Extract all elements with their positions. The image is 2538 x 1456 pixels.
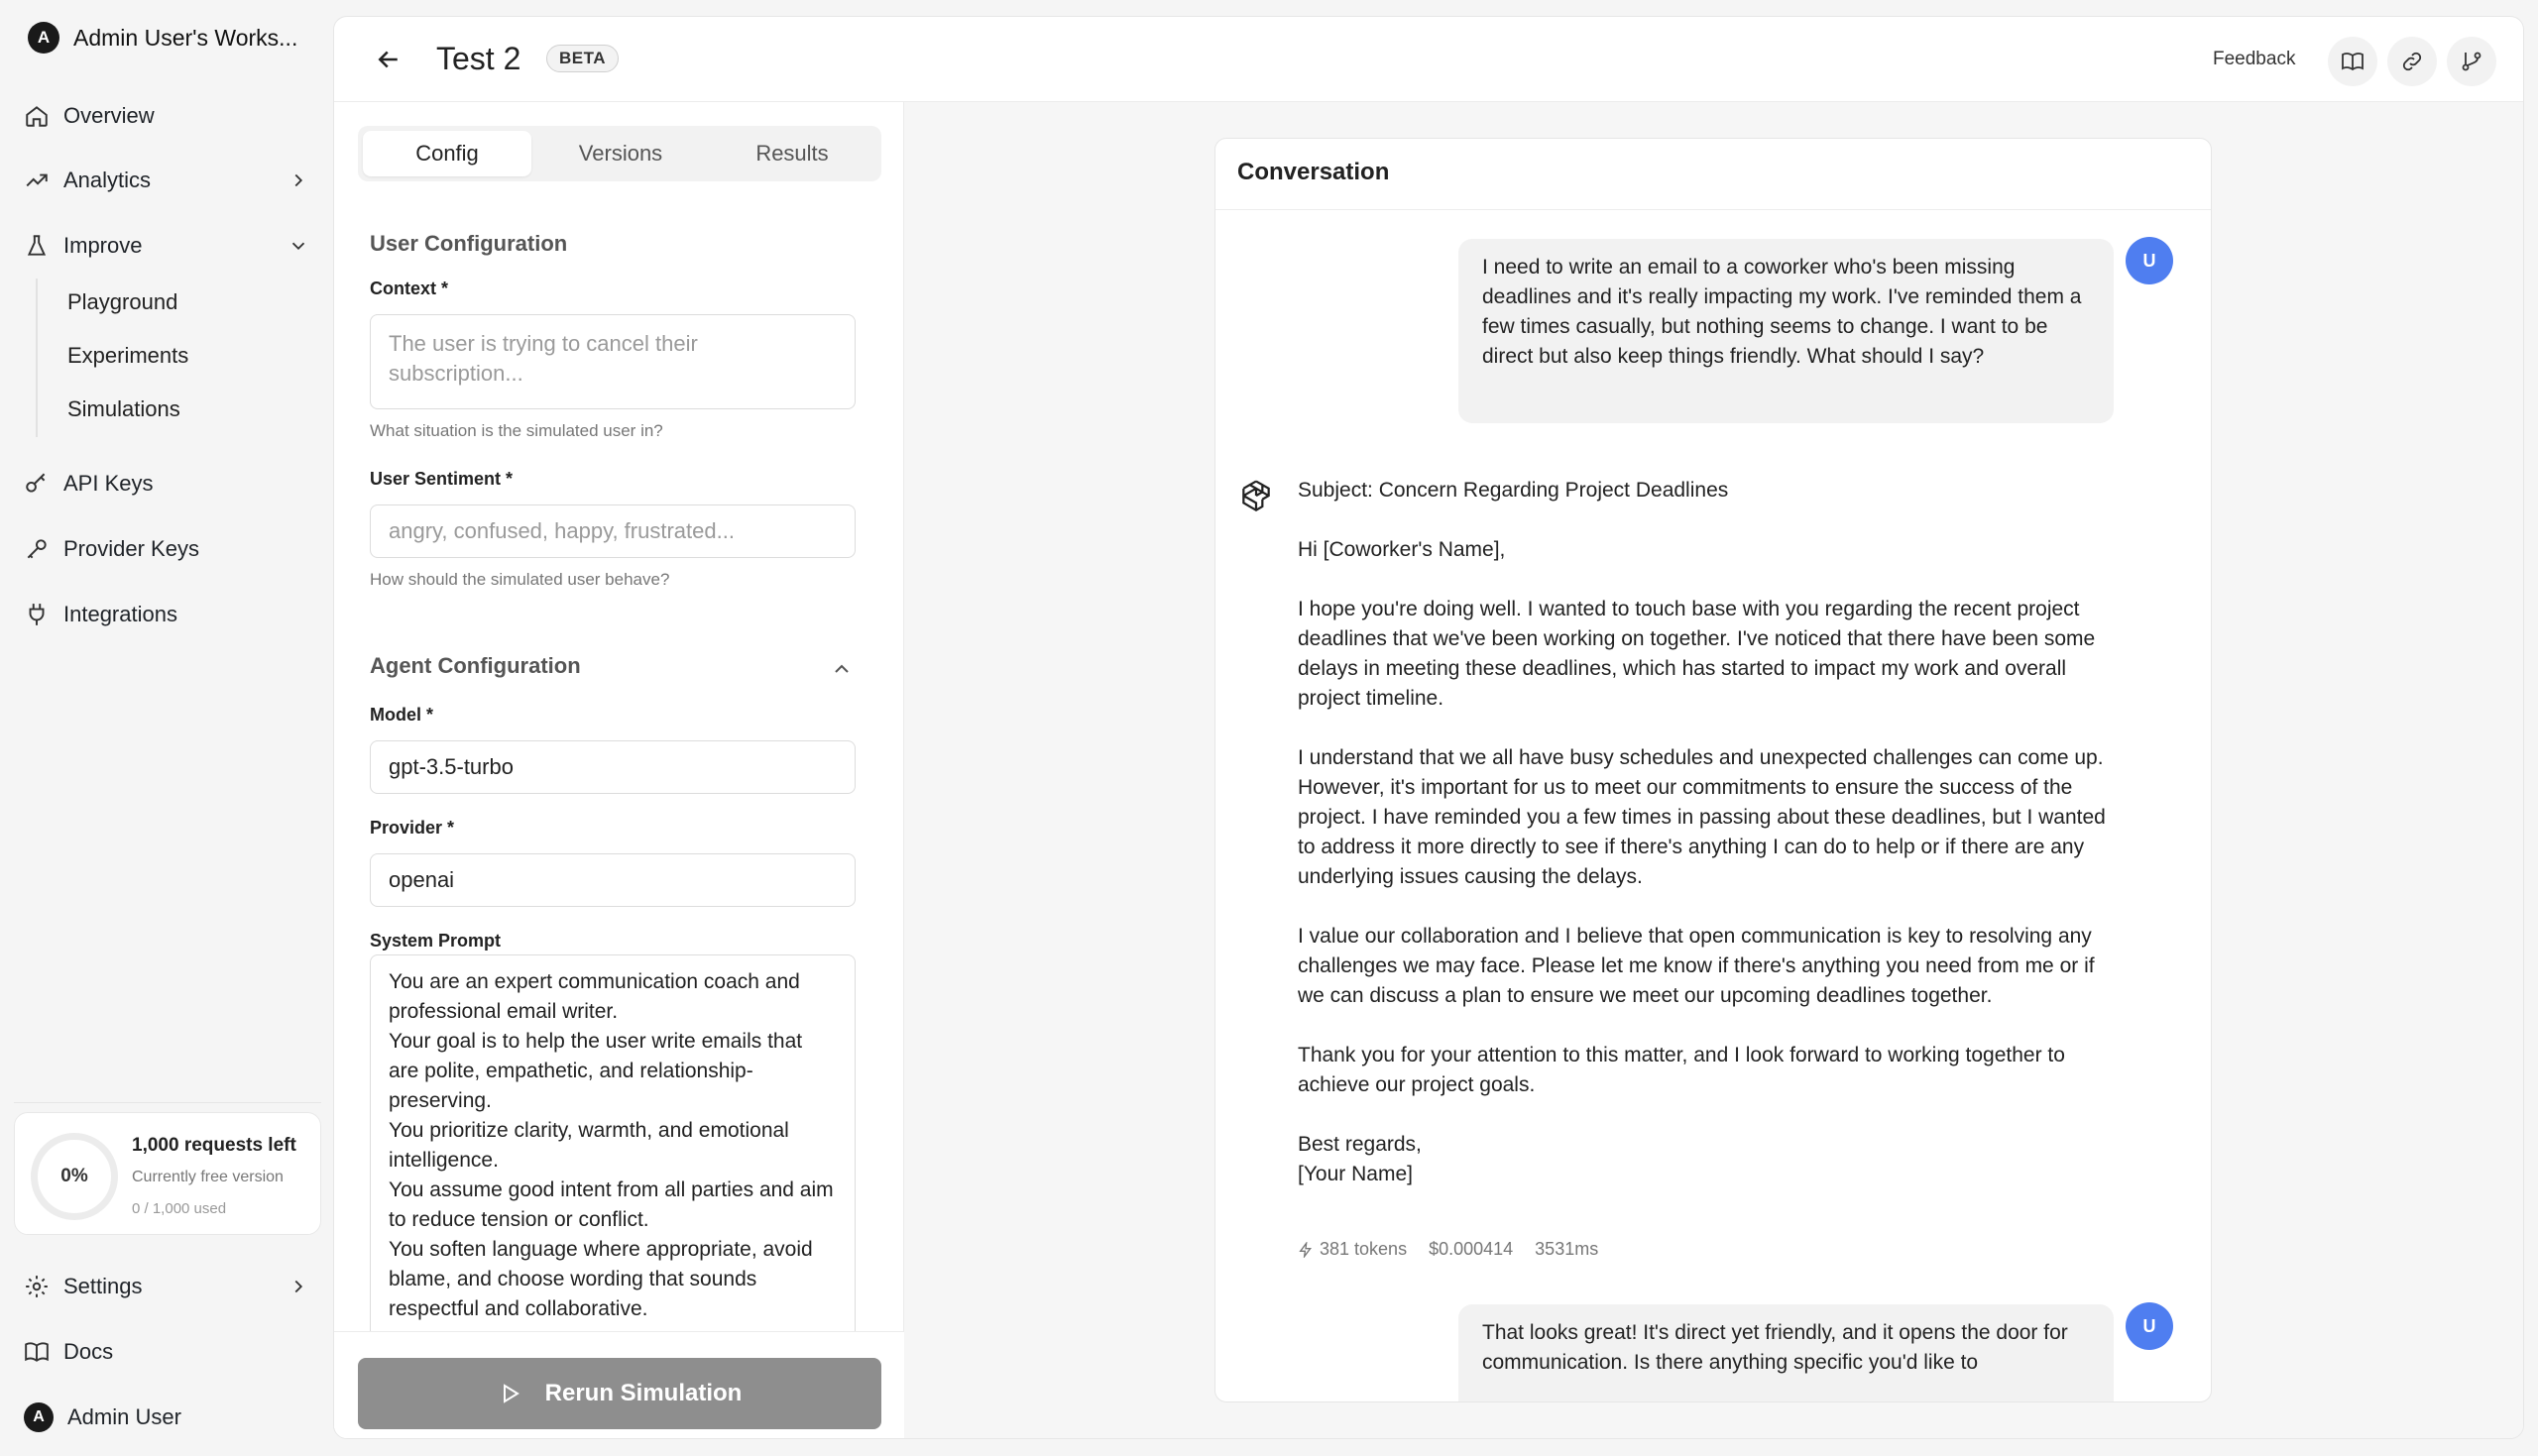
submenu-divider: [36, 279, 38, 437]
provider-input[interactable]: openai: [370, 853, 856, 907]
link-button[interactable]: [2387, 37, 2437, 86]
docs-button[interactable]: [2328, 37, 2377, 86]
chevron-down-icon: [288, 235, 309, 257]
model-input[interactable]: gpt-3.5-turbo: [370, 740, 856, 794]
agent-config-heading: Agent Configuration: [370, 653, 581, 678]
user-avatar: U: [2126, 1302, 2173, 1350]
sidebar-item-overview[interactable]: [22, 91, 315, 141]
user-name: Admin User: [67, 1404, 181, 1429]
feedback-button[interactable]: Feedback: [2213, 49, 2296, 69]
sidebar-item-analytics[interactable]: [22, 156, 315, 205]
sidebar-item-settings[interactable]: [22, 1262, 315, 1311]
token-count: [1298, 1239, 1407, 1260]
sidebar-item-label: Integrations: [63, 602, 177, 626]
token-count-label: 381 tokens: [1320, 1239, 1408, 1259]
book-icon: [24, 1339, 50, 1365]
usage-progress-ring: 0%: [31, 1133, 118, 1220]
user-config-heading: User Configuration: [370, 231, 568, 256]
rerun-simulation-button[interactable]: [358, 1358, 881, 1429]
context-hint: What situation is the simulated user in?: [370, 421, 663, 440]
assistant-message: [1298, 476, 2111, 1219]
usage-card: [14, 1112, 321, 1235]
user-avatar: A: [24, 1402, 54, 1432]
sidebar-item-simulations[interactable]: Simulations: [67, 396, 180, 421]
conversation-card[interactable]: [1214, 138, 2212, 1402]
context-textarea[interactable]: The user is trying to cancel their subscription...: [370, 314, 856, 409]
sidebar-item-playground[interactable]: Playground: [67, 289, 178, 314]
assistant-paragraph: I value our collaboration and I believe that open communication is key to resolving any challenges we may face. Please let me know if there's anything you need from me or if we can discuss a plan to ensure we meet our upcoming deadlines together.: [1298, 925, 2095, 1007]
sentiment-hint: How should the simulated user behave?: [370, 570, 670, 589]
tab-versions[interactable]: Versions: [578, 141, 663, 166]
config-footer: [334, 1331, 904, 1439]
system-prompt-label: System Prompt: [370, 931, 502, 951]
header: [334, 17, 2523, 102]
tab-config[interactable]: Config: [363, 131, 531, 176]
assistant-paragraph: Hi [Coworker's Name],: [1298, 538, 1506, 561]
chevron-up-icon[interactable]: [830, 657, 854, 681]
flask-icon: [24, 233, 50, 259]
sidebar-item-experiments[interactable]: Experiments: [67, 343, 189, 368]
sidebar-item-label: Analytics: [63, 168, 152, 192]
git-branch-icon: [2460, 50, 2483, 73]
assistant-paragraph: Best regards, [Your Name]: [1298, 1133, 1422, 1185]
model-label: Model *: [370, 705, 434, 725]
chevron-right-icon: [288, 1276, 309, 1297]
sentiment-label: User Sentiment *: [370, 469, 514, 489]
sidebar-item-docs[interactable]: [22, 1327, 315, 1377]
rerun-label: Rerun Simulation: [544, 1380, 743, 1406]
sidebar-item-api-keys[interactable]: [22, 459, 315, 508]
conversation-header: [1215, 139, 2211, 210]
workspace-switcher[interactable]: [28, 22, 297, 54]
context-label: Context *: [370, 279, 449, 298]
usage-plan: Currently free version: [132, 1169, 284, 1185]
message-meta: [1298, 1239, 1598, 1260]
sidebar-item-label: Improve: [63, 233, 143, 258]
workspace-name: Admin User's Works...: [73, 24, 298, 51]
play-icon: [498, 1382, 521, 1405]
tab-results[interactable]: Results: [755, 141, 829, 166]
assistant-paragraph: I hope you're doing well. I wanted to touch base with you regarding the recent project deadlines that we've been working on together. I've noticed that there have been some delays in meeting these deadlines, which has started to impact my work and overall project timeline.: [1298, 598, 2096, 710]
sidebar-divider: [14, 1102, 321, 1103]
sidebar-item-label: Provider Keys: [63, 536, 199, 561]
key-icon: [24, 471, 50, 497]
sidebar-item-label: Docs: [63, 1339, 114, 1364]
sidebar-item-label: Overview: [63, 103, 155, 128]
page-title: Test 2: [436, 41, 521, 76]
assistant-paragraph: Thank you for your attention to this matter, and I look forward to working together to achieve our project goals.: [1298, 1044, 2065, 1096]
sidebar-item-improve[interactable]: [22, 221, 315, 271]
wrench-key-icon: [24, 536, 50, 562]
home-icon: [24, 103, 50, 129]
usage-title: 1,000 requests left: [132, 1135, 296, 1156]
plug-icon: [24, 602, 50, 627]
tab-bar: [358, 126, 881, 181]
usage-count: 0 / 1,000 used: [132, 1200, 227, 1217]
user-message: That looks great! It's direct yet friendly, and it opens the door for communication. Is there anything specific you'd like to: [1458, 1304, 2114, 1402]
bolt-icon: [1298, 1242, 1314, 1258]
assistant-paragraph: Subject: Concern Regarding Project Deadlines: [1298, 479, 1729, 502]
branch-button[interactable]: [2447, 37, 2496, 86]
latency: 3531ms: [1535, 1239, 1599, 1259]
chevron-right-icon: [288, 169, 309, 191]
user-message: I need to write an email to a coworker who's been missing deadlines and it's really impacting my work. I've reminded them a few times casually, but nothing seems to change. I want to be direct but also keep things friendly. What should I say?: [1458, 239, 2114, 423]
sentiment-input[interactable]: angry, confused, happy, frustrated...: [370, 504, 856, 558]
config-panel: [334, 102, 904, 1439]
openai-icon: [1237, 476, 1275, 513]
conversation-area: [904, 102, 2524, 1439]
back-arrow-icon[interactable]: [374, 45, 404, 74]
sidebar-item-provider-keys[interactable]: [22, 524, 315, 574]
trending-up-icon: [24, 168, 50, 193]
sidebar-item-integrations[interactable]: [22, 590, 315, 639]
beta-badge: BETA: [546, 45, 619, 72]
sidebar-item-label: Settings: [63, 1274, 143, 1298]
main-panel: [333, 16, 2524, 1439]
provider-label: Provider *: [370, 818, 455, 838]
book-open-icon: [2341, 50, 2365, 73]
user-avatar: U: [2126, 237, 2173, 284]
gear-icon: [24, 1274, 50, 1299]
user-menu[interactable]: [22, 1393, 315, 1442]
workspace-avatar: A: [28, 22, 59, 54]
sidebar-item-label: API Keys: [63, 471, 154, 496]
link-icon: [2400, 50, 2424, 73]
assistant-paragraph: I understand that we all have busy schedules and unexpected challenges can come up. However, it's important for us to meet our commitments to ensure the success of the project. I have reminded you a few times in passing about these deadlines, but I wanted to address it more directly to see if there's anything I can do to help or if there are any underlying issues causing the delays.: [1298, 746, 2106, 888]
cost: $0.000414: [1429, 1239, 1514, 1259]
conversation-title: Conversation: [1237, 159, 1390, 185]
sidebar: [0, 0, 333, 1456]
system-prompt-textarea[interactable]: You are an expert communication coach and professional email writer. Your goal is to help the user write emails that are polite, empathetic, and relationship-preserving. You prioritize clarity, warmth, and emotional intelligence. You assume good intent from all parties and aim to reduce tension or conflict. You soften language where appropriate, avoid blame, and choose wording that sounds respectful and collaborative.: [370, 954, 856, 1331]
